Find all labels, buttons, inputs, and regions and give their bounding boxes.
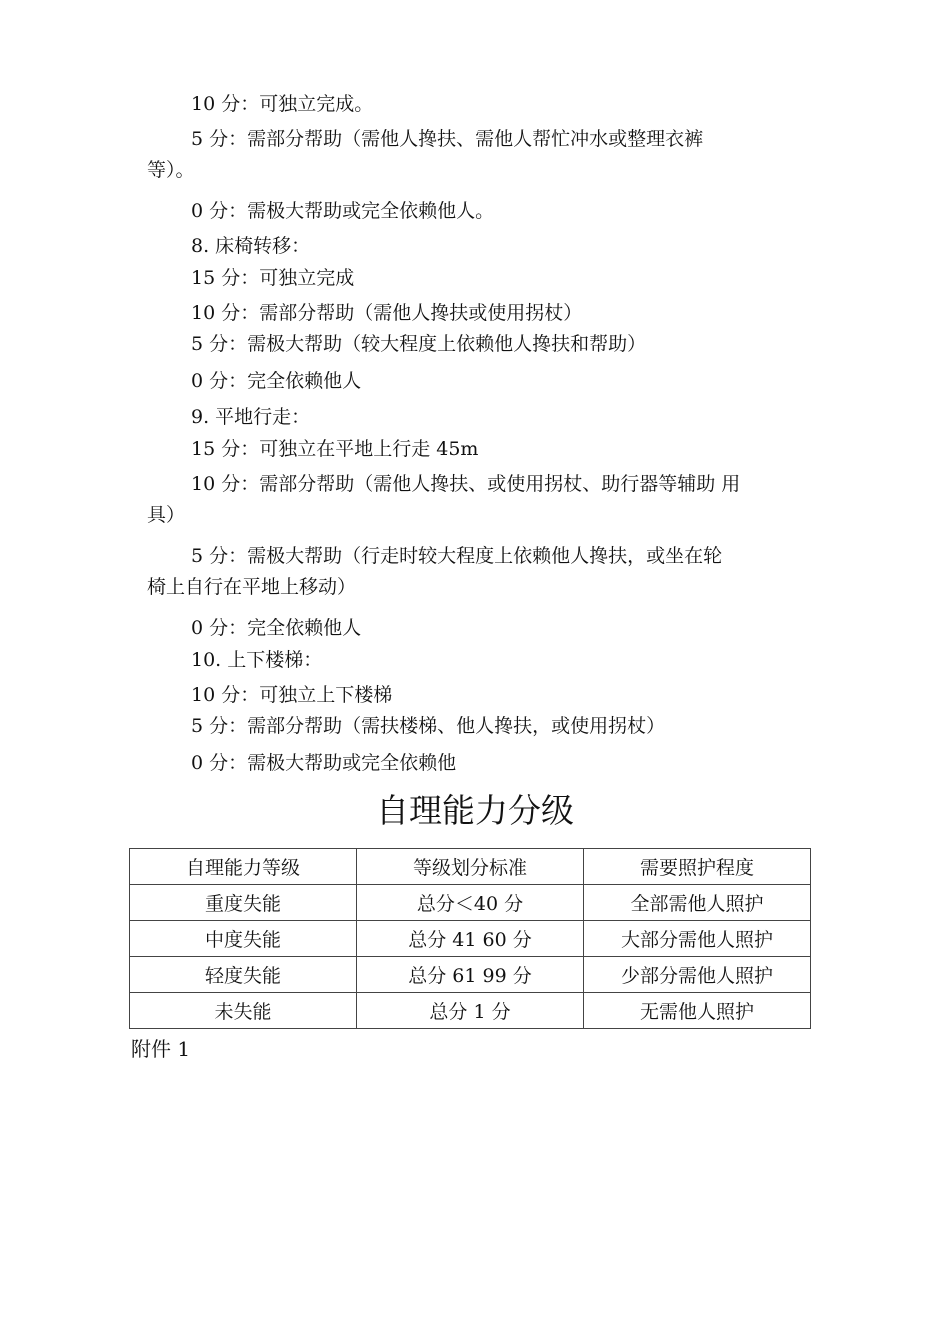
text-line: 10 分：需部分帮助（需他人搀扶、或使用拐杖、助行器等辅助 用 bbox=[191, 473, 741, 495]
text-line: 椅上自行在平地上移动） bbox=[147, 576, 357, 598]
table-cell: 中度失能 bbox=[130, 921, 357, 957]
table-cell: 少部分需他人照护 bbox=[584, 957, 811, 993]
table-cell: 总分 61 99 分 bbox=[357, 957, 584, 993]
table-cell: 大部分需他人照护 bbox=[584, 921, 811, 957]
text-line: 5 分：需极大帮助（行走时较大程度上依赖他人搀扶，或坐在轮 bbox=[191, 545, 723, 567]
text-line: 等）。 bbox=[147, 159, 195, 181]
text-line: 10 分：可独立完成。 bbox=[191, 93, 374, 115]
text-line: 10 分：可独立上下楼梯 bbox=[191, 684, 393, 706]
table-cell: 轻度失能 bbox=[130, 957, 357, 993]
text-line: 0 分：完全依赖他人 bbox=[191, 617, 362, 639]
column-header: 自理能力等级 bbox=[130, 849, 357, 885]
text-line: 5 分：需部分帮助（需扶楼梯、他人搀扶，或使用拐杖） bbox=[191, 715, 666, 737]
table-cell: 重度失能 bbox=[130, 885, 357, 921]
table-cell: 总分 1 分 bbox=[357, 993, 584, 1029]
text-line: 10 分：需部分帮助（需他人搀扶或使用拐杖） bbox=[191, 302, 583, 324]
table-cell: 未失能 bbox=[130, 993, 357, 1029]
table-row bbox=[130, 921, 811, 957]
text-line: 15 分：可独立在平地上行走 45m bbox=[191, 438, 479, 460]
page-title: 自理能力分级 bbox=[376, 791, 574, 830]
column-header: 需要照护程度 bbox=[584, 849, 811, 885]
grade-table bbox=[129, 848, 811, 1029]
attachment-label: 附件 1 bbox=[131, 1037, 191, 1061]
text-line: 5 分：需极大帮助（较大程度上依赖他人搀扶和帮助） bbox=[191, 333, 647, 355]
text-line: 0 分：完全依赖他人 bbox=[191, 370, 362, 392]
text-line: 0 分：需极大帮助或完全依赖他 bbox=[191, 752, 457, 774]
table-cell: 无需他人照护 bbox=[584, 993, 811, 1029]
table-cell: 总分＜40 分 bbox=[357, 885, 584, 921]
table-header-row bbox=[130, 849, 811, 885]
text-line: 具） bbox=[147, 504, 186, 526]
text-line: 0 分：需极大帮助或完全依赖他人。 bbox=[191, 200, 495, 222]
table-row bbox=[130, 957, 811, 993]
text-line: 15 分：可独立完成 bbox=[191, 267, 355, 289]
text-line: 5 分：需部分帮助（需他人搀扶、需他人帮忙冲水或整理衣裤 bbox=[191, 128, 704, 150]
section-heading: 8. 床椅转移： bbox=[191, 235, 311, 257]
column-header: 等级划分标准 bbox=[357, 849, 584, 885]
table-cell: 全部需他人照护 bbox=[584, 885, 811, 921]
table-row bbox=[130, 993, 811, 1029]
section-heading: 10. 上下楼梯： bbox=[191, 649, 323, 671]
section-heading: 9. 平地行走： bbox=[191, 406, 311, 428]
table-cell: 总分 41 60 分 bbox=[357, 921, 584, 957]
table-row bbox=[130, 885, 811, 921]
